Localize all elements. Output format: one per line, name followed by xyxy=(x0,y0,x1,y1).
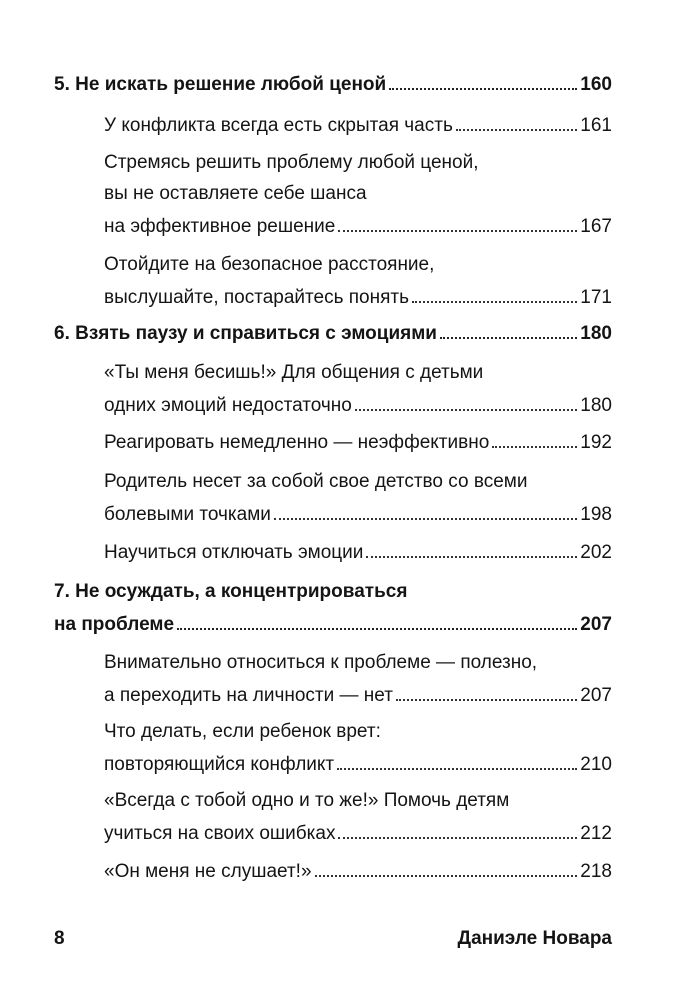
page-number: 8 xyxy=(54,928,65,949)
section-title: У конфликта всегда есть скрытая часть xyxy=(104,115,453,136)
dot-leader xyxy=(492,428,577,448)
toc-section-entry[interactable] xyxy=(104,857,612,883)
running-footer-author: Даниэле Новара xyxy=(457,928,612,949)
dot-leader xyxy=(456,111,577,131)
section-title: Реагировать немедленно — неэффективно xyxy=(104,432,490,453)
page-ref: 207 xyxy=(580,614,612,635)
page-ref: 192 xyxy=(580,432,612,453)
dot-leader xyxy=(396,681,577,701)
section-title: одних эмоций недостаточно xyxy=(104,395,352,416)
toc-section-entry[interactable] xyxy=(104,500,612,526)
dot-leader xyxy=(338,819,577,839)
dot-leader xyxy=(355,391,577,411)
page-ref: 210 xyxy=(580,754,612,775)
chapter-title: на проблеме xyxy=(54,614,175,635)
dot-leader xyxy=(412,283,577,303)
dot-leader xyxy=(315,857,578,877)
section-title-line: Внимательно относиться к проблеме — полезно, xyxy=(104,652,538,673)
toc-section-entry[interactable] xyxy=(104,538,612,564)
section-title-line: Отойдите на безопасное расстояние, xyxy=(104,254,435,275)
dot-leader xyxy=(338,212,577,232)
toc-chapter-entry[interactable] xyxy=(54,70,612,96)
page-ref: 207 xyxy=(580,685,612,706)
section-title: болевыми точками xyxy=(104,504,271,525)
section-title: повторяющийся конфликт xyxy=(104,754,335,775)
toc-section-entry[interactable] xyxy=(104,428,612,454)
section-title-line: вы не оставляете себе шанса xyxy=(104,183,367,204)
dot-leader xyxy=(177,610,577,630)
section-title-line: «Ты меня бесишь!» Для общения с детьми xyxy=(104,362,484,383)
page-ref: 161 xyxy=(580,115,612,136)
chapter-title-line: 7. Не осуждать, а концентрироваться xyxy=(54,581,408,602)
section-title: на эффективное решение xyxy=(104,216,336,237)
section-title-line: «Всегда с тобой одно и то же!» Помочь детям xyxy=(104,790,510,811)
dot-leader xyxy=(389,70,577,90)
page-ref: 218 xyxy=(580,861,612,882)
toc-section-entry[interactable] xyxy=(104,283,612,309)
page-ref: 167 xyxy=(580,216,612,237)
section-title: а переходить на личности — нет xyxy=(104,685,393,706)
page-ref: 180 xyxy=(580,323,612,344)
toc-section-entry[interactable] xyxy=(104,111,612,137)
section-title: Научиться отключать эмоции xyxy=(104,542,364,563)
toc-section-entry[interactable] xyxy=(104,750,612,776)
toc-section-entry[interactable] xyxy=(104,212,612,238)
dot-leader xyxy=(366,538,577,558)
page-ref: 212 xyxy=(580,823,612,844)
toc-chapter-entry[interactable] xyxy=(54,610,612,636)
toc-section-entry[interactable] xyxy=(104,681,612,707)
section-title: «Он меня не слушает!» xyxy=(104,861,312,882)
section-title-line: Стремясь решить проблему любой ценой, xyxy=(104,152,479,173)
section-title: выслушайте, постарайтесь понять xyxy=(104,287,410,308)
chapter-title: 5. Не искать решение любой ценой xyxy=(54,74,387,95)
dot-leader xyxy=(274,500,577,520)
section-title-line: Что делать, если ребенок врет: xyxy=(104,721,381,742)
section-title: учиться на своих ошибках xyxy=(104,823,336,844)
toc-section-entry[interactable] xyxy=(104,391,612,417)
dot-leader xyxy=(440,319,577,339)
toc-chapter-entry[interactable] xyxy=(54,319,612,345)
page-ref: 180 xyxy=(580,395,612,416)
toc-section-entry[interactable] xyxy=(104,819,612,845)
page-ref: 202 xyxy=(580,542,612,563)
page-ref: 198 xyxy=(580,504,612,525)
dot-leader xyxy=(337,750,577,770)
page-ref: 160 xyxy=(580,74,612,95)
page-ref: 171 xyxy=(580,287,612,308)
section-title-line: Родитель несет за собой свое детство со всеми xyxy=(104,471,528,492)
chapter-title: 6. Взять паузу и справиться с эмоциями xyxy=(54,323,437,344)
